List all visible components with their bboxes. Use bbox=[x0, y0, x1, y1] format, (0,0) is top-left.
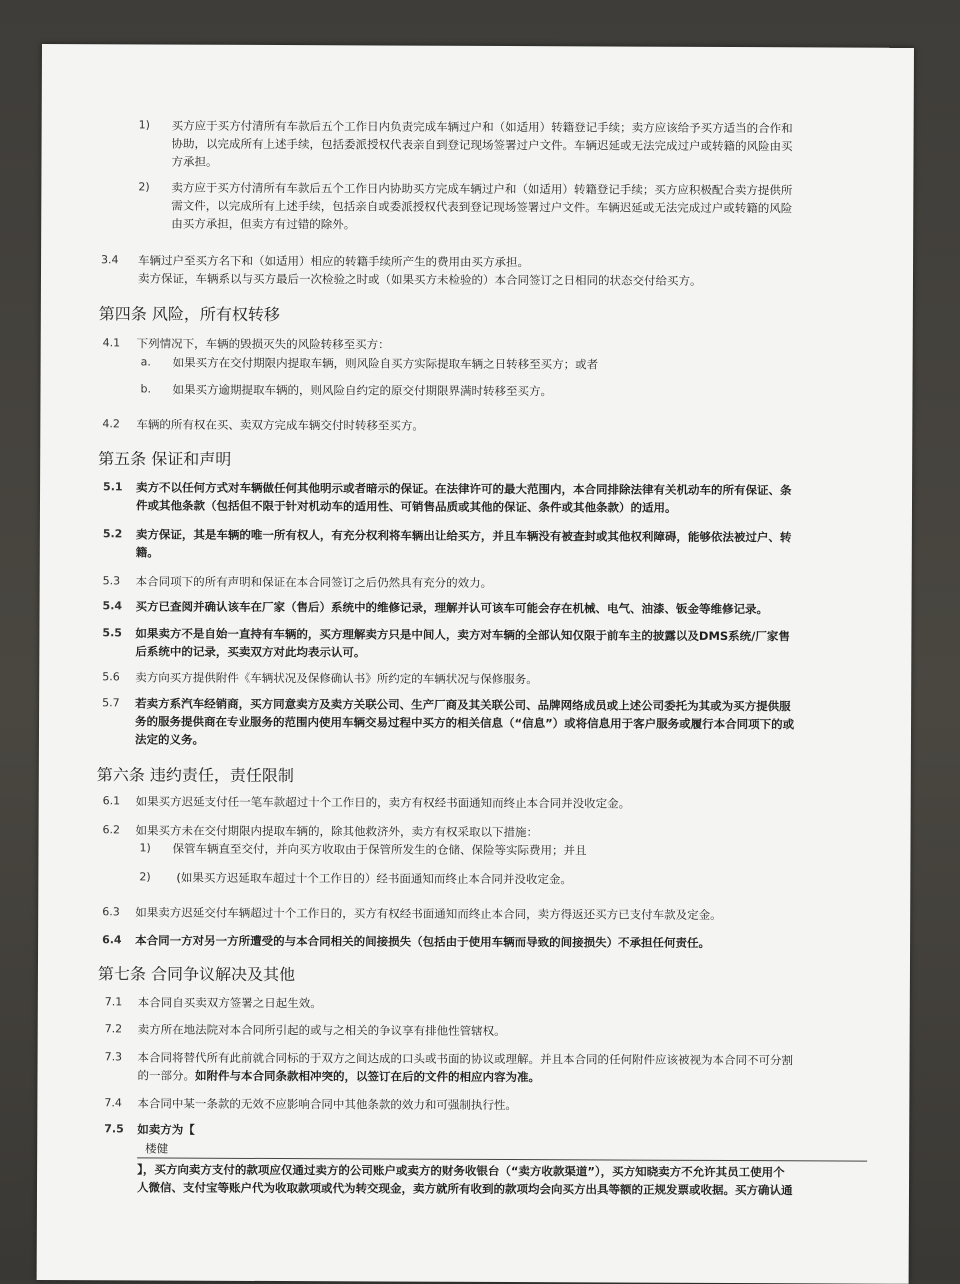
clause-number: 3.4 bbox=[101, 253, 119, 267]
clause-number: 5.2 bbox=[102, 527, 123, 541]
clause-text: 本合同中某一条款的无效不应影响合同中其他条款的效力和可强制执行性。 bbox=[137, 1096, 517, 1113]
clause-number: 5.4 bbox=[102, 599, 123, 613]
clause-text: 车辆的所有权在买、卖双方完成车辆交付时转移至买方。 bbox=[136, 417, 424, 433]
clause-text: 如果卖方不是自始一直持有车辆的，买方理解卖方只是中间人，卖方对车辆的全部认知仅限于前车主的披露以及DMS系统/厂家售 bbox=[135, 626, 790, 644]
section-heading: 第四条 风险，所有权转移 bbox=[98, 304, 280, 325]
item-text: 方承担。 bbox=[171, 154, 218, 169]
contract-page bbox=[37, 44, 914, 1284]
clause-number: 7.4 bbox=[104, 1096, 122, 1110]
clause-number: 5.6 bbox=[102, 670, 120, 684]
clause-text: 买方已查阅并确认该车在厂家（售后）系统中的维修记录，理解并认可该车可能会存在机械、电气、油漆、钣金等维修记录。 bbox=[135, 599, 769, 617]
clause-text: 本合同一方对另一方所遭受的与本合同相关的间接损失（包括由于使用车辆而导致的间接损失）不承担任何责任。 bbox=[135, 933, 711, 950]
item-number: b. bbox=[140, 382, 152, 396]
item-text: 如果买方逾期提取车辆的，则风险自约定的原交付期限界满时转移至买方。 bbox=[172, 382, 553, 399]
clause-text: 务的服务提供商在专业服务的范围内使用车辆交易过程中买方的相关信息（“信息”）或将信息用于客户服务或履行本合同项下的或 bbox=[135, 714, 795, 732]
clause-number: 4.2 bbox=[102, 417, 120, 431]
clause-text: 卖方保证，车辆系以与买方最后一次检验之时或（如果买方未检验的）本合同签订之日相同的状态交付给买方。 bbox=[137, 271, 702, 288]
item-text: 保管车辆直至交付，并向买方收取由于保管所发生的仓储、保险等实际费用；并且 bbox=[172, 841, 587, 858]
clause-number: 7.3 bbox=[104, 1050, 123, 1064]
clause-text: 件或其他条款（包括但不限于针对机动车的适用性、可销售品质或其他的保证、条件或其他条款）的适用。 bbox=[135, 498, 677, 515]
clause-number: 4.1 bbox=[102, 336, 121, 350]
item-number: a. bbox=[140, 355, 151, 369]
clause-text: 本合同自买卖双方签署之日起生效。 bbox=[137, 995, 322, 1011]
clause-number: 6.2 bbox=[102, 823, 121, 837]
seller-name-fill: 楼健 bbox=[145, 1141, 169, 1156]
clause-text: 如果买方未在交付期限内提取车辆的，除其他救济外，卖方有权采取以下措施： bbox=[135, 823, 539, 840]
clause-number: 5.5 bbox=[102, 626, 122, 640]
clause-text: 本合同项下的所有声明和保证在本合同签订之后仍然具有充分的效力。 bbox=[135, 574, 493, 590]
clause-text: 卖方向买方提供附件《车辆状况及保修确认书》所约定的车辆状况与保修服务。 bbox=[135, 670, 538, 687]
clause-text: 人微信、支付宝等账户代为收取款项或代为转交现金，卖方就所有收到的款项均会向买方出具等额的正规发票或收据。买方确认通 bbox=[136, 1180, 793, 1198]
clause-text: 卖方不以任何方式对车辆做任何其他明示或者暗示的保证。在法律许可的最大范围内，本合同排除法律有关机动车的所有保证、条 bbox=[136, 480, 792, 498]
clause-text bbox=[137, 1066, 540, 1086]
clause-number: 6.4 bbox=[102, 933, 122, 947]
clause-number: 6.3 bbox=[102, 905, 120, 919]
item-text: 买方应于买方付清所有车款后五个工作日内负责完成车辆过户和（如适用）转籍登记手续；卖方应该给予买方适当的合作和 bbox=[171, 118, 793, 136]
item-text: (如果买方迟延取车超过十个工作日的）经书面通知而终止本合同并没收定金。 bbox=[176, 870, 572, 887]
item-text: 协助，以完成所有上述手续，包括委派授权代表亲自到登记现场签署过户文件。车辆迟延或无法完成过户或转籍的风险由买 bbox=[171, 136, 793, 154]
clause-number: 7.5 bbox=[104, 1122, 124, 1136]
clause-text: 如果买方迟延支付任一笔车款超过十个工作日的，卖方有权经书面通知而终止本合同并没收定金。 bbox=[135, 794, 631, 811]
item-number: 2) bbox=[139, 870, 151, 884]
clause-text: 车辆过户至买方名下和（如适用）相应的转籍手续所产生的费用由买方承担。 bbox=[138, 253, 530, 270]
item-text: 由买方承担，但卖方有过错的除外。 bbox=[171, 216, 356, 232]
item-text: 如果买方在交付期限内提取车辆，则风险自买方实际提取车辆之日转移至买方；或者 bbox=[172, 355, 599, 372]
item-text: 需文件，以完成所有上述手续，包括亲自或委派授权代表到登记现场签署过户文件。车辆迟延或无法完成过户或转籍的风险 bbox=[171, 198, 793, 216]
clause-text: 如果卖方迟延交付车辆超过十个工作日的，买方有权经书面通知而终止本合同，卖方得返还买方已支付车款及定金。 bbox=[135, 905, 722, 922]
section-heading: 第七条 合同争议解决及其他 bbox=[97, 964, 296, 985]
clause-text: 卖方所在地法院对本合同所引起的或与之相关的争议享有排他性管辖权。 bbox=[137, 1022, 506, 1039]
clause-number: 7.1 bbox=[104, 995, 123, 1009]
clause-text: 】，买方向卖方支付的款项应仅通过卖方的公司账户或卖方的财务收银台（“卖方收款渠道”），买方知晓卖方不允许其员工使用个 bbox=[137, 1162, 785, 1180]
clause-text: 本合同将替代所有此前就合同标的于双方之间达成的口头或书面的协议或理解。并且本合同的任何附件应该被视为本合同不可分割 bbox=[137, 1050, 794, 1068]
clause-text: 籍。 bbox=[135, 545, 159, 560]
clause-text: 若卖方系汽车经销商，买方同意卖方及卖方关联公司、生产厂商及其关联公司、品牌网络成员或上述公司委托为其或为买方提供服 bbox=[135, 696, 791, 714]
clause-number: 6.1 bbox=[102, 794, 121, 808]
clause-number: 5.3 bbox=[102, 574, 121, 588]
item-text: 卖方应于买方付清所有车款后五个工作日内协助买方完成车辆过户和（如适用）转籍登记手续；买方应积极配合卖方提供所 bbox=[171, 180, 793, 198]
clause-number: 7.2 bbox=[104, 1022, 123, 1036]
item-number: 1) bbox=[139, 841, 151, 855]
clause-text: 后系统中的记录，买卖双方对此均表示认可。 bbox=[135, 644, 366, 660]
clause-text: 下列情况下，车辆的毁损灭失的风险转移至买方： bbox=[136, 336, 390, 352]
clause-text: 如卖方为【 bbox=[137, 1122, 195, 1137]
item-number: 2) bbox=[138, 180, 150, 194]
clause-text: 卖方保证，其是车辆的唯一所有权人，有充分权利将车辆出让给买方，并且车辆没有被查封或其他权利障碍，能够依法被过户、转 bbox=[135, 527, 792, 545]
section-heading: 第五条 保证和声明 bbox=[98, 449, 232, 469]
clause-text: 法定的义务。 bbox=[134, 732, 204, 747]
section-heading: 第六条 违约责任，责任限制 bbox=[96, 765, 294, 786]
item-number: 1) bbox=[138, 118, 150, 132]
clause-text-plain: 的一部分。 bbox=[137, 1068, 196, 1083]
clause-number: 5.7 bbox=[102, 696, 120, 710]
clause-text-bold: 如附件与本合同条款相冲突的，以签订在后的文件的相应内容为准。 bbox=[194, 1068, 541, 1085]
clause-number: 5.1 bbox=[103, 480, 123, 494]
